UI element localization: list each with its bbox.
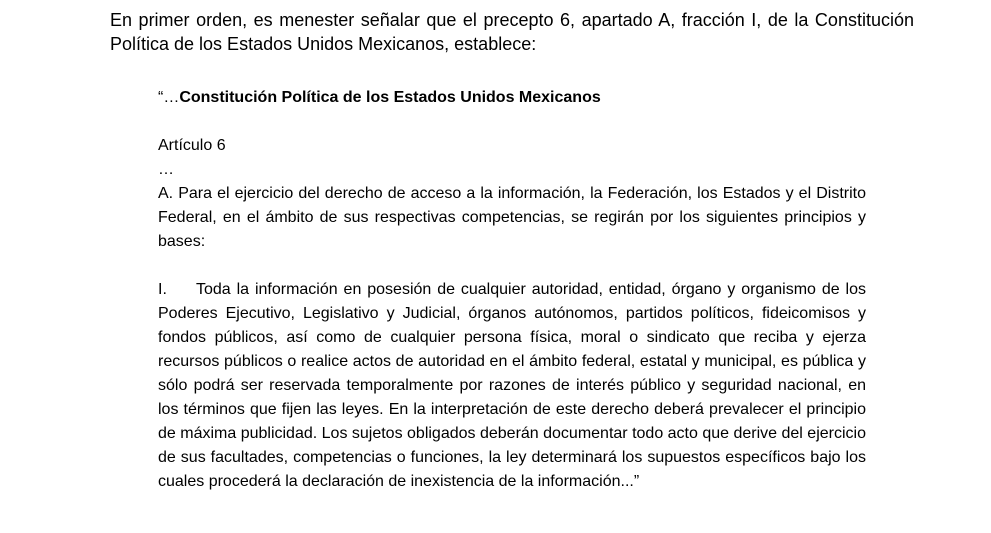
fraction-i-paragraph	[158, 278, 866, 494]
quote-open-mark: “…	[158, 89, 180, 106]
fraction-text: Toda la información en posesión de cualquier autoridad, entidad, órgano y organismo de los Poderes Ejecutivo, Legislativo y Judicial, órganos autónomos, partidos políticos, fideicomisos y fondos públicos, así como de cualquier persona física, moral o sindicato que reciba y ejerza recursos públicos o realice actos de autoridad en el ámbito federal, estatal y municipal, es pública y sólo podrá ser reservada temporalmente por razones de interés público y seguridad nacional, en los términos que fijen las leyes. En la interpretación de este derecho deberá prevalecer el principio de máxima publicidad. Los sujetos obligados deberán documentar todo acto que derive del ejercicio de sus facultades, competencias o funciones, la ley determinará los supuestos específicos bajo los cuales procederá la declaración de inexistencia de la información...”	[158, 281, 866, 490]
intro-paragraph: En primer orden, es menester señalar que el precepto 6, apartado A, fracción I, de la Constitución Política de los Estados Unidos Mexicanos, establece:	[110, 10, 914, 54]
fraction-number: I.	[158, 281, 167, 298]
constitution-title: Constitución Política de los Estados Unidos Mexicanos	[179, 89, 601, 106]
quote-title	[158, 86, 866, 110]
section-a-paragraph: A. Para el ejercicio del derecho de acceso a la información, la Federación, los Estados y el Distrito Federal, en el ámbito de sus respectivas competencias, se regirán por los siguientes principios y bases:	[158, 185, 866, 250]
constitution-quote	[158, 86, 866, 494]
article-heading: Artículo 6	[158, 137, 226, 154]
omission-ellipsis: …	[158, 161, 174, 178]
